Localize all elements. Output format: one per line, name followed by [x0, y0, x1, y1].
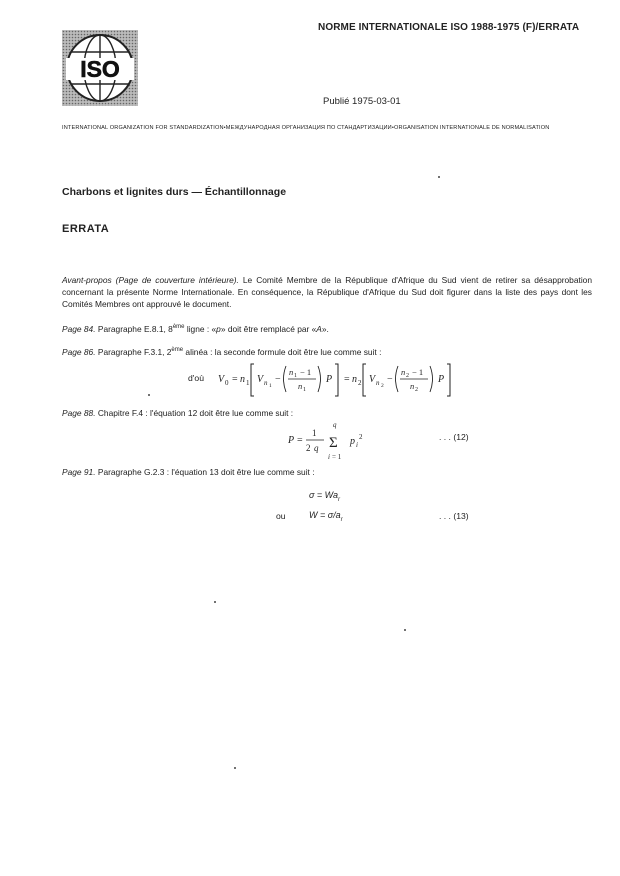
subscript: r: [340, 516, 343, 523]
iso-logo: [62, 30, 138, 106]
svg-text:n: n: [410, 381, 415, 391]
svg-text:−: −: [275, 374, 281, 385]
svg-text:V: V: [369, 374, 376, 385]
page-ref: Page 86.: [62, 347, 96, 357]
svg-text:1: 1: [269, 383, 272, 389]
errata-item-page-84: [62, 324, 329, 334]
organization-line: INTERNATIONAL ORGANIZATION FOR STANDARDIZATION•МЕЖДУНАРОДНАЯ ОРГАНИЗАЦИЯ ПО СТАНДАРТИЗАЦИИ•ORGANISATION INTERNATIONALE DE NORMALISATION: [62, 125, 550, 131]
svg-text:− 1: − 1: [300, 367, 312, 377]
logo-text: ISO: [80, 56, 120, 82]
superscript: ème: [172, 324, 185, 331]
svg-text:0: 0: [225, 379, 229, 387]
svg-text:n: n: [352, 374, 357, 385]
svg-text:Σ: Σ: [329, 435, 338, 451]
svg-text:2: 2: [406, 373, 409, 379]
speck: [148, 394, 150, 396]
svg-text:p: p: [350, 436, 355, 447]
item-text: Paragraphe E.8.1, 8: [97, 324, 173, 334]
svg-text:2: 2: [415, 387, 418, 393]
equation-text: W = σ/a: [309, 510, 341, 520]
svg-text:1: 1: [312, 428, 317, 438]
subscript: r: [338, 496, 341, 503]
speck: [438, 176, 440, 178]
svg-text:n: n: [376, 379, 380, 387]
svg-text:q: q: [333, 421, 337, 429]
item-text: alinéa : la seconde formule doit être lue comme suit :: [183, 347, 382, 357]
equation-13a: [309, 490, 340, 503]
svg-text:−: −: [387, 374, 393, 385]
item-text: Paragraphe G.2.3 : l'équation 13 doit être lue comme suit :: [97, 467, 315, 477]
speck: [214, 601, 216, 603]
page-ref: Page 91.: [62, 467, 96, 477]
svg-text:=: =: [297, 435, 303, 446]
svg-text:2: 2: [381, 383, 384, 389]
equation-text: σ = Wa: [309, 490, 339, 500]
svg-text:P: P: [438, 374, 445, 385]
svg-text:=: =: [232, 374, 238, 385]
equation-number-13: . . . (13): [439, 511, 469, 521]
svg-text:q: q: [314, 443, 319, 453]
page-ref: Page 84.: [62, 324, 96, 334]
svg-text:= 1: = 1: [332, 453, 342, 461]
svg-text:1: 1: [294, 373, 297, 379]
item-text: Chapitre F.4 : l'équation 12 doit être lue comme suit :: [97, 408, 294, 418]
item-text: Paragraphe F.3.1, 2: [97, 347, 172, 357]
svg-text:=: =: [344, 374, 350, 385]
svg-text:2: 2: [358, 379, 362, 387]
errata-item-page-86: [62, 347, 381, 357]
ou-label: ou: [276, 511, 286, 521]
page-ref: Page 88.: [62, 408, 96, 418]
item-text: » doit être remplacé par «: [220, 324, 317, 334]
symbol: p: [216, 324, 221, 334]
symbol: A: [316, 324, 322, 334]
svg-text:i: i: [328, 453, 330, 461]
svg-text:i: i: [356, 441, 358, 449]
equation-13b: [309, 510, 343, 523]
formula-f31: [218, 358, 518, 405]
foreword-text: Le Comité Membre de la République d'Afrique du Sud vient de retirer sa désapprobation concernant la présente Norme Internationale. En conséquence, la République d'Afrique du Sud doit figurer dans la liste des pays dont les Comités Membres ont approuvé le document.: [62, 275, 592, 309]
formula-prefix: d'où: [188, 373, 204, 383]
svg-text:n: n: [264, 379, 268, 387]
errata-item-page-88: [62, 408, 293, 418]
section-heading: ERRATA: [62, 223, 110, 235]
svg-text:P: P: [326, 374, 333, 385]
svg-text:n: n: [401, 367, 406, 377]
speck: [234, 767, 236, 769]
speck: [404, 629, 406, 631]
document-title: Charbons et lignites durs — Échantillonnage: [62, 186, 287, 198]
svg-text:1: 1: [303, 387, 306, 393]
foreword-ref: Avant-propos (Page de couverture intérieure).: [62, 275, 239, 285]
svg-text:n: n: [240, 374, 245, 385]
formula-12: [288, 420, 398, 473]
svg-text:V: V: [257, 374, 264, 385]
errata-item-page-91: [62, 467, 315, 477]
svg-text:P: P: [288, 435, 295, 446]
item-text: ».: [321, 324, 329, 334]
equation-number-12: . . . (12): [439, 432, 469, 442]
svg-text:1: 1: [246, 379, 250, 387]
svg-text:V: V: [218, 374, 225, 385]
superscript: ème: [171, 347, 184, 354]
svg-text:2: 2: [359, 433, 363, 441]
svg-text:n: n: [298, 381, 303, 391]
publication-date: Publié 1975-03-01: [323, 96, 401, 107]
foreword-paragraph: [62, 274, 592, 310]
svg-text:2: 2: [306, 443, 311, 453]
item-text: ligne : «: [184, 324, 217, 334]
svg-text:n: n: [289, 367, 294, 377]
standard-title: NORME INTERNATIONALE ISO 1988-1975 (F)/ERRATA: [318, 22, 580, 33]
svg-text:− 1: − 1: [412, 367, 424, 377]
